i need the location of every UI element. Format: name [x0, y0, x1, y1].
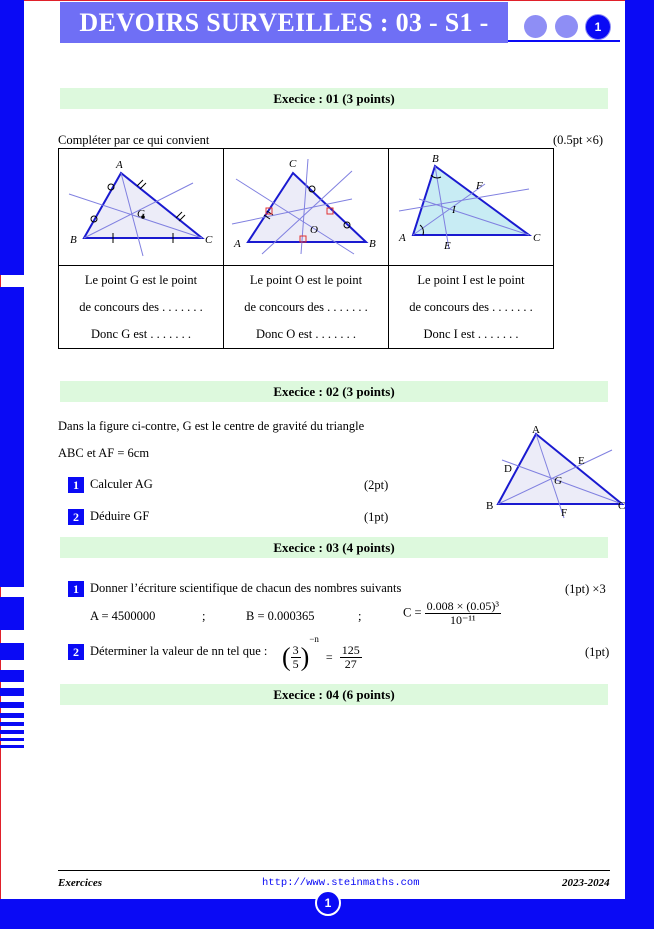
expr-b: B = 0.000365 — [246, 609, 315, 623]
expr-c-fraction — [425, 600, 501, 627]
separator: ; — [202, 609, 206, 623]
text-line: de concours des . . . . . . . — [244, 299, 368, 314]
ex2-triangle-figure — [484, 420, 624, 520]
expr-a: A = 4500000 — [90, 609, 156, 623]
base-numerator: 3 — [292, 642, 299, 657]
footer-left: Exercices — [58, 877, 102, 889]
point-label: I — [452, 204, 456, 216]
right-decor-bar — [625, 0, 654, 929]
footer-page-badge: 1 — [315, 890, 341, 916]
left-decor-strip — [0, 702, 24, 708]
exponent: −n — [309, 634, 319, 644]
figure-cell-bisectors — [224, 149, 389, 266]
text-line: Le point I est le point — [417, 272, 525, 287]
decor-circle — [524, 15, 547, 38]
left-decor-strip — [0, 745, 24, 748]
figure-cell-medians — [59, 149, 224, 266]
footer-url-link[interactable]: http://www.steinmaths.com — [262, 877, 420, 889]
ex2-statement-line2: ABC et AF = 6cm — [58, 446, 150, 460]
ex2-q1-points: (2pt) — [364, 478, 389, 492]
rhs-fraction — [340, 644, 362, 671]
question-number: 2 — [68, 509, 84, 525]
figure-text-cell — [59, 266, 224, 349]
point-label: D — [504, 463, 512, 475]
figure-text-cell — [224, 266, 389, 349]
ex2-statement-line1: Dans la figure ci-contre, G est le centre de gravité du triangle — [58, 419, 365, 433]
ex3-question-2 — [68, 644, 267, 660]
text-line: Donc O est . . . . . . . — [256, 326, 356, 341]
point-label: G — [554, 475, 562, 487]
text-line: Le point G est le point — [84, 272, 198, 287]
text-line: Donc G est . . . . . . . — [91, 326, 191, 341]
figure-text-cell — [389, 266, 554, 349]
text-line: Donc I est . . . . . . . — [423, 326, 519, 341]
vertex-label: B — [486, 500, 494, 512]
left-decor-strip — [0, 738, 24, 741]
ex2-question-1 — [68, 477, 153, 493]
vertex-label: A — [532, 424, 540, 436]
page-number-badge: 1 — [585, 14, 611, 40]
ex3-q2-points: (1pt) — [585, 645, 610, 659]
question-text: Déterminer la valeur de nn tel que : — [90, 644, 268, 658]
left-decor-strip — [0, 713, 24, 718]
exercise-3-header: Execice : 03 (4 points) — [60, 537, 608, 558]
left-decor-strip — [0, 730, 24, 734]
ex2-q2-points: (1pt) — [364, 510, 389, 524]
expr-c — [403, 600, 501, 627]
point-label: F — [561, 507, 568, 519]
text-line: Le point O est le point — [249, 272, 363, 287]
left-decor-strip — [0, 287, 24, 587]
expr-c-denominator: 10⁻¹¹ — [450, 613, 476, 627]
footer-right: 2023-2024 — [562, 877, 610, 889]
vertex-label: C — [289, 158, 297, 170]
question-number: 2 — [68, 644, 84, 660]
ex3-q2-equation: ( $\frac{3}{5}$ )$^{-n}$ = $\frac{125}{27}$ — [282, 634, 360, 672]
rhs-denominator: 27 — [344, 656, 357, 671]
vertex-label: A — [399, 232, 406, 244]
vertex-label: B — [70, 234, 77, 246]
triangle-perpendicular-bisectors-figure — [224, 149, 388, 261]
left-decor-strip — [0, 688, 24, 696]
point-label: E — [444, 240, 451, 252]
point-label: F — [476, 180, 483, 192]
left-decor-strip — [0, 670, 24, 682]
page-title: DEVOIRS SURVEILLES : 03 - S1 - — [60, 2, 508, 43]
text-line: de concours des . . . . . . . — [79, 299, 203, 314]
footer-rule — [58, 870, 610, 871]
ex2-question-2 — [68, 509, 149, 525]
equals-sign: = — [325, 649, 333, 664]
triangle-angle-bisectors-figure — [389, 149, 553, 261]
exercise-2-header: Execice : 02 (3 points) — [60, 381, 608, 402]
base-fraction — [291, 644, 301, 671]
ex3-question-1 — [68, 581, 401, 597]
base-denominator: 5 — [292, 656, 299, 671]
vertex-label: C — [205, 234, 213, 246]
point-label: G — [137, 208, 145, 220]
ex1-figure-table — [58, 148, 554, 349]
ex3-q1-points: (1pt) ×3 — [565, 582, 606, 596]
left-decor-strip — [0, 643, 24, 660]
question-number: 1 — [68, 581, 84, 597]
expr-c-numerator: 0.008 × (0.05)³ — [426, 599, 499, 613]
left-decor-strip — [0, 597, 24, 630]
vertex-label: C — [618, 500, 626, 512]
question-text: Calculer AG — [90, 477, 153, 491]
point-label: E — [578, 455, 585, 467]
separator: ; — [358, 609, 362, 623]
figure-cell-angle-bisectors — [389, 149, 554, 266]
point-label: O — [310, 224, 318, 236]
ex1-points: (0.5pt ×6) — [553, 133, 604, 147]
vertex-label: A — [116, 159, 123, 171]
text-line: de concours des . . . . . . . — [409, 299, 533, 314]
exercise-4-header: Execice : 04 (6 points) — [60, 684, 608, 705]
vertex-label: B — [432, 153, 439, 165]
question-number: 1 — [68, 477, 84, 493]
triangle-medians-figure — [59, 149, 223, 261]
left-decor-strip — [0, 0, 24, 275]
question-text: Donner l’écriture scientifique de chacun des nombres suivants — [90, 581, 402, 595]
rhs-numerator: 125 — [341, 642, 360, 657]
expr-c-lhs: C = — [403, 605, 422, 620]
exercise-1-header: Execice : 01 (3 points) — [60, 88, 608, 109]
vertex-label: A — [234, 238, 241, 250]
vertex-label: B — [369, 238, 376, 250]
ex1-instruction: Compléter par ce qui convient — [58, 133, 210, 147]
decor-circle — [555, 15, 578, 38]
question-text: Déduire GF — [90, 509, 150, 523]
vertex-label: C — [533, 232, 541, 244]
left-decor-strip — [0, 722, 24, 726]
